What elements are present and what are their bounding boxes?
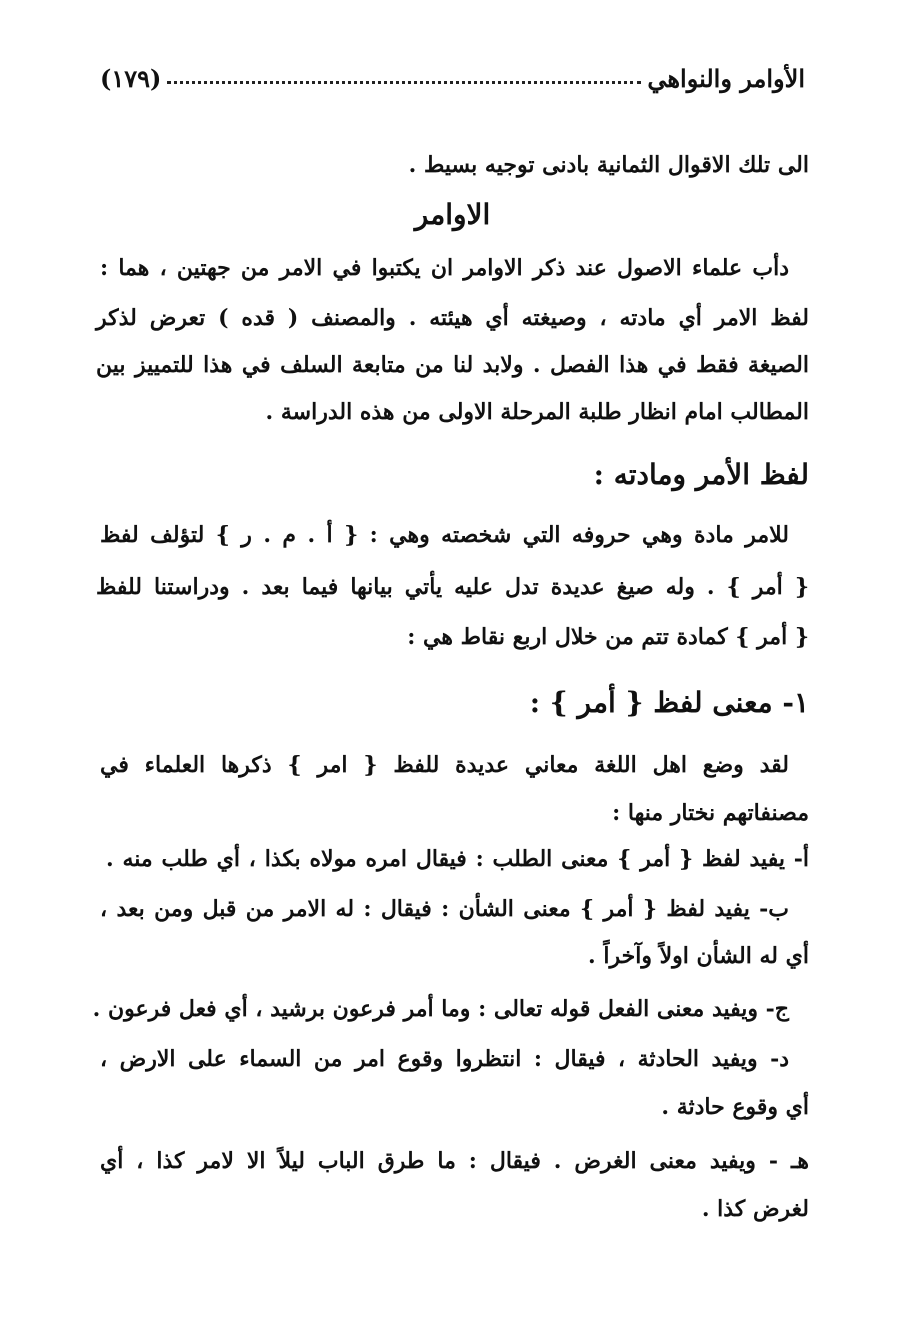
- body-line: لفظ الامر أي مادته ، وصيغته أي هيئته . والمصنف ( قده ) تعرض لذكر: [96, 305, 809, 331]
- subsection-heading: لفظ الأمر ومادته :: [593, 458, 809, 491]
- list-item: د- ويفيد الحادثة ، فيقال : انتظروا وقوع امر من السماء على الارض ،: [100, 1046, 789, 1072]
- body-line: لغرض كذا .: [701, 1196, 809, 1222]
- body-line: أي وقوع حادثة .: [661, 1094, 809, 1120]
- body-line: لقد وضع اهل اللغة معاني عديدة للفظ { امر } ذكرها العلماء في: [100, 752, 789, 778]
- body-line: أي له الشأن اولاً وآخراً .: [588, 943, 809, 969]
- running-header: [100, 58, 805, 98]
- list-item: أ- يفيد لفظ { أمر } معنى الطلب : فيقال امره مولاه بكذا ، أي طلب منه .: [106, 846, 809, 872]
- page-number: (١٧٩): [100, 63, 162, 93]
- body-line: الى تلك الاقوال الثمانية بادنى توجيه بسيط .: [408, 152, 809, 178]
- body-line: { أمر } . وله صيغ عديدة تدل عليه يأتي بيانها فيما بعد . ودراستنا للفظ: [96, 574, 809, 600]
- header-dotted-leader: [167, 79, 641, 84]
- list-item: ج- ويفيد معنى الفعل قوله تعالى : وما أمر فرعون برشيد ، أي فعل فرعون .: [92, 996, 789, 1022]
- body-line: مصنفاتهم نختار منها :: [612, 800, 809, 826]
- list-item: ب- يفيد لفظ { أمر } معنى الشأن : فيقال : له الامر من قبل ومن بعد ،: [100, 896, 789, 922]
- header-title: الأوامر والنواهي: [647, 63, 805, 93]
- body-line: { أمر } كمادة تتم من خلال اربع نقاط هي :: [407, 624, 809, 650]
- body-line: الصيغة فقط في هذا الفصل . ولابد لنا من متابعة السلف في هذا للتمييز بين: [96, 352, 809, 378]
- body-line: للامر مادة وهي حروفه التي شخصته وهي : { أ . م . ر } لتؤلف لفظ: [100, 522, 789, 548]
- subsection-heading: ١- معنى لفظ { أمر } :: [529, 686, 809, 719]
- section-heading: الاوامر: [414, 198, 491, 231]
- body-line: دأب علماء الاصول عند ذكر الاوامر ان يكتبوا في الامر من جهتين ، هما :: [100, 255, 789, 281]
- list-item: هـ - ويفيد معنى الغرض . فيقال : ما طرق الباب ليلاً الا لامر كذا ، أي: [100, 1148, 809, 1174]
- body-line: المطالب امام انظار طلبة المرحلة الاولى من هذه الدراسة .: [265, 399, 809, 425]
